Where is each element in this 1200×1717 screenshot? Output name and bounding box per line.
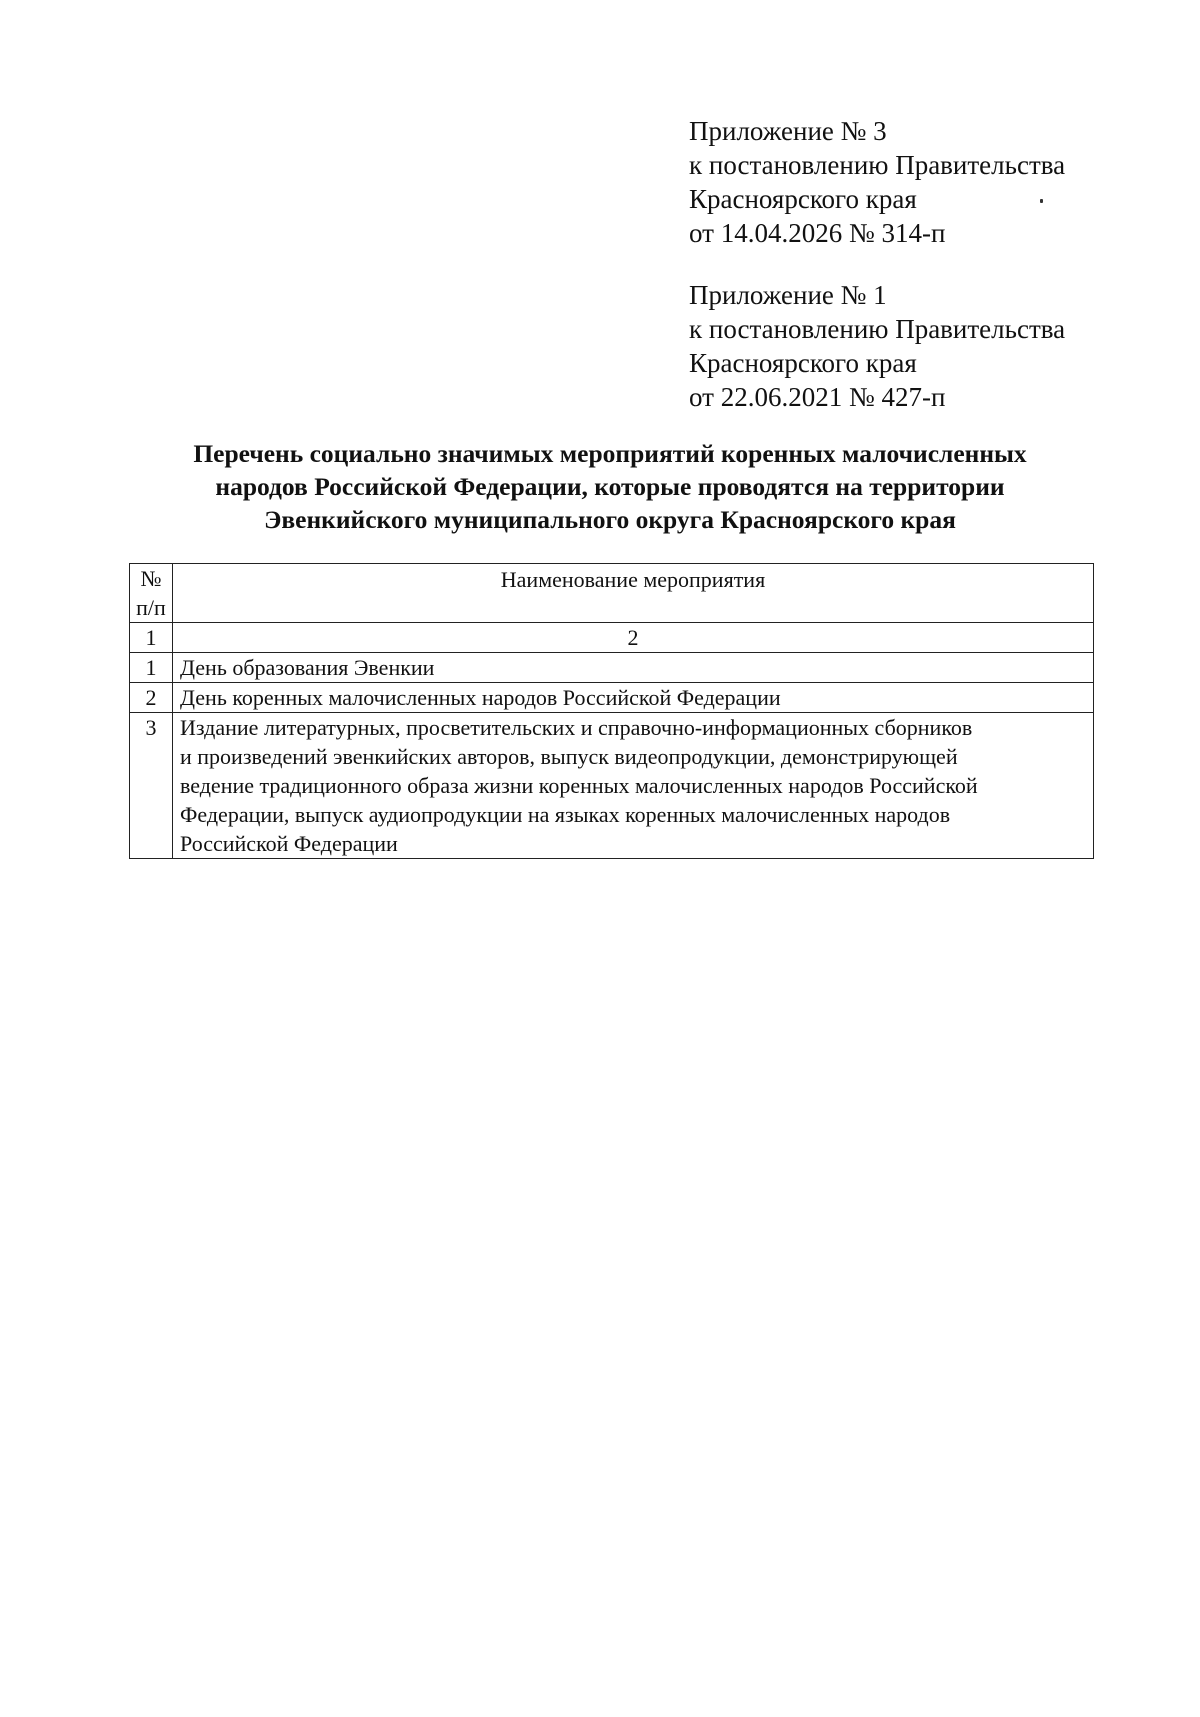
column-index-row bbox=[130, 623, 1094, 653]
title-line-1: Перечень социально значимых мероприятий коренных малочисленных bbox=[193, 439, 1027, 468]
row-number-cell: 2 bbox=[130, 683, 173, 713]
event-name-line: День образования Эвенкии bbox=[180, 655, 435, 680]
event-name-line: ведение традиционного образа жизни коренных малочисленных народов Российской bbox=[180, 773, 978, 798]
header-name-cell: Наименование мероприятия bbox=[173, 564, 1094, 623]
title-line-2: народов Российской Федерации, которые проводятся на территории bbox=[215, 472, 1005, 501]
document-title bbox=[130, 437, 1090, 536]
appendix-original-region: Красноярского края bbox=[689, 348, 917, 378]
table-row bbox=[130, 653, 1094, 683]
column-index-1: 1 bbox=[130, 623, 173, 653]
appendix-original-date: от 22.06.2021 № 427-п bbox=[689, 382, 946, 412]
appendix-original-ref: к постановлению Правительства bbox=[689, 314, 1066, 344]
header-num-symbol: № bbox=[140, 566, 162, 591]
header-num-abbrev: п/п bbox=[136, 595, 166, 620]
row-event-name-cell bbox=[173, 683, 1094, 713]
row-number-cell: 3 bbox=[130, 713, 173, 859]
appendix-original-number: Приложение № 1 bbox=[689, 280, 887, 310]
event-name-line: Российской Федерации bbox=[180, 831, 398, 856]
appendix-current-region: Красноярского края bbox=[689, 184, 917, 214]
appendix-current-number: Приложение № 3 bbox=[689, 116, 887, 146]
appendix-current-header bbox=[689, 114, 1109, 250]
event-name-line: Издание литературных, просветительских и справочно-информационных сборников bbox=[180, 715, 973, 740]
appendix-original-header bbox=[689, 278, 1109, 414]
title-line-3: Эвенкийского муниципального округа Красноярского края bbox=[264, 505, 956, 534]
events-table bbox=[129, 563, 1094, 859]
appendix-current-ref: к постановлению Правительства bbox=[689, 150, 1066, 180]
table-row bbox=[130, 713, 1094, 859]
row-event-name-cell bbox=[173, 713, 1094, 859]
scan-speck bbox=[1040, 199, 1043, 203]
row-event-name-cell bbox=[173, 653, 1094, 683]
event-name-line: и произведений эвенкийских авторов, выпуск видеопродукции, демонстрирующей bbox=[180, 744, 958, 769]
event-name-line: Федерации, выпуск аудиопродукции на языках коренных малочисленных народов bbox=[180, 802, 951, 827]
header-num-cell bbox=[130, 564, 173, 623]
row-number-cell: 1 bbox=[130, 653, 173, 683]
table-header-row bbox=[130, 564, 1094, 623]
column-index-2: 2 bbox=[173, 623, 1094, 653]
table-row bbox=[130, 683, 1094, 713]
event-name-line: День коренных малочисленных народов Российской Федерации bbox=[180, 685, 781, 710]
appendix-current-date: от 14.04.2026 № 314-п bbox=[689, 218, 946, 248]
